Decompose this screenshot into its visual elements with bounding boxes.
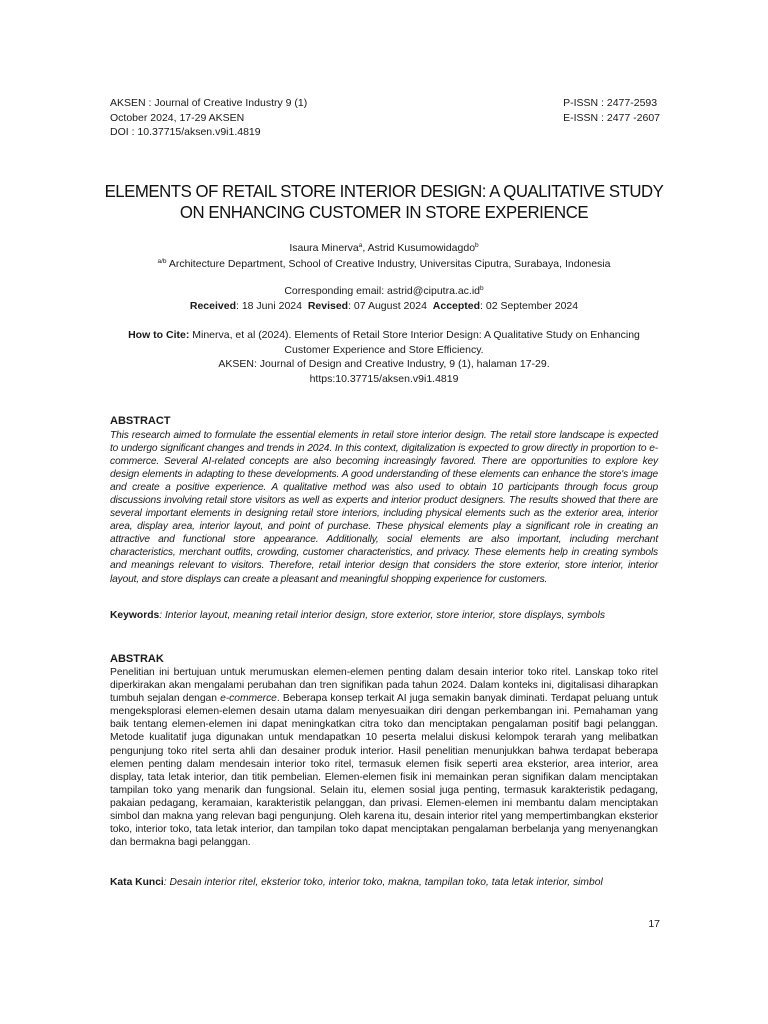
journal-header [110, 96, 660, 140]
journal-info [110, 96, 307, 140]
cite-line [110, 328, 658, 343]
keywords [110, 609, 658, 623]
author-list [90, 241, 678, 256]
paper-title: ELEMENTS OF RETAIL STORE INTERIOR DESIGN: A QUALITATIVE STUDY ON ENHANCING CUSTOMER IN STORE EXPERIENCE [104, 181, 664, 222]
kata-kunci-label: Kata Kunci [110, 877, 164, 888]
author-separator: , [362, 242, 368, 254]
kata-kunci [110, 876, 658, 890]
author-name: Isaura Minerva [289, 242, 359, 254]
cite-text: Minerva, et al (2024). Elements of Retail Store Interior Design: A Qualitative Study on Enhancing [189, 329, 640, 341]
cite-line: Customer Experience and Store Efficiency. [284, 343, 484, 356]
submission-dates [90, 299, 678, 314]
abstract-body: This research aimed to formulate the essential elements in retail store interior design. The retail store landscape is expected to undergo significant changes and trends in 2024. In this context, digitalization is expected to grow directly in proportion to e-commerce. Several AI-related concepts are also becoming increasingly favored. There are opportunities to explore key design elements in adapting to these developments. A good understanding of these elements can enhance the store's image and create a positive experience. A qualitative method was also used to obtain 10 participants through focus group discussions involving retail store visitors as well as experts and interior product designers. The results showed that there are several important elements in designing retail store interiors, including physical elements such as the exterior area, interior area, display area, interior layout, and point of purchase. These physical elements play a significant role in creating an attractive and functional store appearance. Additionally, social elements are also important, including merchant characteristics, merchant outfits, crowding, customer characteristics, and privacy. These elements help in creating symbols and meanings relevant to visitors. Therefore, retail interior design that considers the store exterior, store interior, interior layout, and store displays can create a pleasant and meaningful shopping experience for customers. [110, 430, 658, 585]
corresponding-email-text: Corresponding email: astrid@ciputra.ac.id [284, 285, 481, 297]
abstrak-heading: ABSTRAK [110, 653, 164, 665]
issn-info [563, 96, 660, 125]
abstrak-text: . Beberapa konsep terkait AI juga semakin banyak diminati. Terdapat peluang untuk mengeksplorasi elemen-elemen desain utama dalam menyesuaikan diri dengan perkembangan ini. Pemahaman yang baik tentang elemen-elemen ini dapat meningkatkan citra toko dan menciptakan pengalaman positif bagi pelanggan. Metode kualitatif juga digunakan untuk mendapatkan 10 peserta melalui diskusi kelompok terarah yang melibatkan pengunjung toko ritel serta ahli dan desainer produk interior. Hasil penelitian menunjukkan bahwa terdapat beberapa elemen penting dalam mendesain interior toko ritel, termasuk elemen fisik seperti area eksterior, area interior, area display, tata letak interior, dan titik pembelian. Elemen-elemen fisik ini memainkan peran signifikan dalam menciptakan tampilan toko yang menarik dan fungsional. Selain itu, elemen sosial juga penting, termasuk karakteristik pedagang, pakaian pedagang, keramaian, karakteristik pelanggan, dan privasi. Elemen-elemen ini membantu dalam menciptakan simbol dan makna yang relevan bagi pengunjung. Oleh karena itu, desain interior ritel yang mempertimbangkan eksterior toko, interior toko, tata letak interior, dan tampilan toko dapat menciptakan pengalaman berbelanja yang menyenangkan dan bermakna bagi pelanggan. [110, 693, 659, 849]
page-number: 17 [648, 918, 660, 930]
abstrak-body [110, 666, 658, 849]
received-date: : 18 Juni 2024 [236, 300, 302, 312]
e-issn: E-ISSN : 2477 -2607 [563, 111, 660, 124]
revised-label: Revised [307, 300, 349, 312]
abstract-heading: ABSTRACT [110, 415, 171, 427]
journal-doi: DOI : 10.37715/aksen.v9i1.4819 [110, 126, 261, 138]
cite-label: How to Cite: [128, 329, 190, 341]
journal-name: AKSEN : Journal of Creative Industry 9 (1) [110, 97, 308, 109]
cite-line: AKSEN: Journal of Design and Creative Industry, 9 (1), halaman 17-29. [218, 358, 550, 370]
email-superscript: b [480, 285, 484, 292]
corresponding-email [90, 284, 678, 299]
received-label: Received [189, 300, 236, 312]
accepted-label: Accepted [432, 300, 481, 312]
author-superscript: b [475, 242, 479, 249]
abstrak-italic-term: e-commerce [220, 693, 277, 705]
p-issn: P-ISSN : 2477-2593 [563, 97, 658, 109]
revised-date: : 07 August 2024 [348, 300, 427, 312]
author-name: Astrid Kusumowidagdo [367, 242, 476, 254]
how-to-cite [110, 328, 658, 386]
author-superscript: a [358, 242, 363, 249]
abstrak-text: Penelitian ini bertujuan untuk merumuskan elemen-elemen penting dalam desain interior toko ritel. Lanskap toko ritel diperkirakan akan mengalami perubahan dan tren signifikan pada tahun 2024. Dalam konteks ini, digitalisasi diharapkan tumbuh sejalan dengan [110, 667, 658, 705]
cite-link: https:10.37715/aksen.v9i1.4819 [309, 372, 459, 385]
affiliation-superscript: a/b [157, 258, 167, 265]
journal-issue-date: October 2024, 17-29 AKSEN [110, 111, 245, 124]
kata-kunci-text: : Desain interior ritel, eksterior toko, interior toko, makna, tampilan toko, tata letak interior, simbol [163, 877, 603, 888]
affiliation [90, 257, 678, 272]
affiliation-text: Architecture Department, School of Creative Industry, Universitas Ciputra, Surabaya, Indonesia [166, 258, 611, 270]
accepted-date: : 02 September 2024 [480, 300, 579, 312]
keywords-label: Keywords [110, 610, 160, 621]
keywords-text: : Interior layout, meaning retail interior design, store exterior, store interior, store displays, symbols [159, 610, 606, 621]
